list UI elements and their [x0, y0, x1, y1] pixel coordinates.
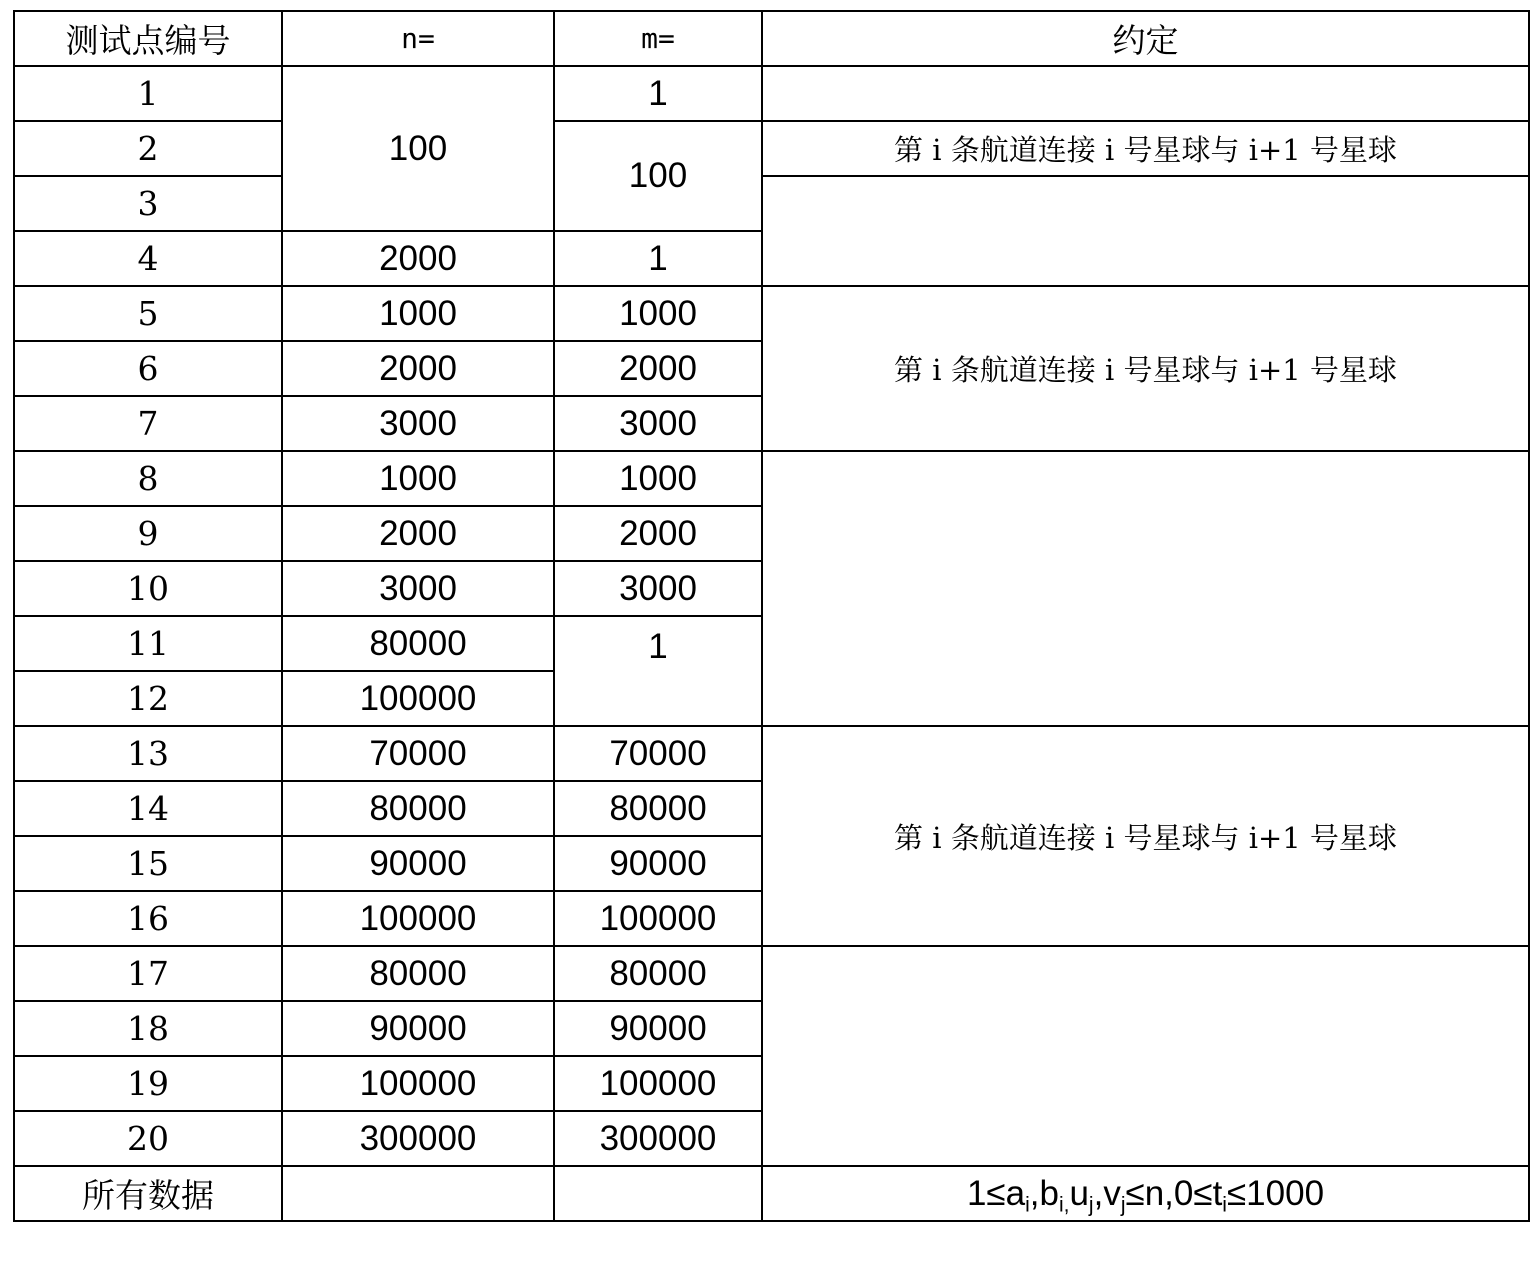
convention-cell: 第 i 条航道连接 i 号星球与 i+1 号星球	[762, 286, 1529, 451]
test-data-table	[13, 10, 1530, 1222]
m-cell: 90000	[554, 1001, 762, 1056]
header-m: m=	[554, 11, 762, 66]
n-cell: 100000	[282, 671, 554, 726]
convention-cell-empty	[762, 66, 1529, 121]
convention-cell-empty	[762, 451, 1529, 726]
m-cell: 3000	[554, 396, 762, 451]
m-cell: 2000	[554, 341, 762, 396]
n-cell: 80000	[282, 781, 554, 836]
table-row	[14, 946, 1529, 1001]
test-id-cell: 9	[14, 506, 282, 561]
m-cell: 1000	[554, 451, 762, 506]
test-id-cell: 6	[14, 341, 282, 396]
n-cell: 100	[282, 66, 554, 231]
table-row	[14, 451, 1529, 506]
convention-cell-empty	[762, 176, 1529, 286]
m-cell: 80000	[554, 946, 762, 1001]
test-id-cell: 13	[14, 726, 282, 781]
global-constraint: $1\le a_i,b_{i,}u_j,v_j\le n,0\le t_i\le 1000$	[762, 1166, 1529, 1221]
m-cell: 70000	[554, 726, 762, 781]
table-row	[14, 66, 1529, 121]
all-data-label: 所有数据	[14, 1166, 282, 1221]
n-cell: 90000	[282, 836, 554, 891]
convention-cell: 第 i 条航道连接 i 号星球与 i+1 号星球	[762, 121, 1529, 176]
convention-cell-empty	[762, 946, 1529, 1166]
test-id-cell: 2	[14, 121, 282, 176]
n-cell: 80000	[282, 946, 554, 1001]
m-cell: 1	[554, 231, 762, 286]
test-id-cell: 1	[14, 66, 282, 121]
test-id-cell: 17	[14, 946, 282, 1001]
test-id-cell: 11	[14, 616, 282, 671]
header-convention: 约定	[762, 11, 1529, 66]
n-cell: 300000	[282, 1111, 554, 1166]
m-cell: 1000	[554, 286, 762, 341]
m-cell: 100000	[554, 1056, 762, 1111]
test-id-cell: 16	[14, 891, 282, 946]
test-id-cell: 5	[14, 286, 282, 341]
test-id-cell: 19	[14, 1056, 282, 1111]
header-n: n=	[282, 11, 554, 66]
n-cell: 100000	[282, 891, 554, 946]
n-cell: 70000	[282, 726, 554, 781]
test-id-cell: 3	[14, 176, 282, 231]
header-row	[14, 11, 1529, 66]
n-cell: 2000	[282, 506, 554, 561]
footer-n-empty	[282, 1166, 554, 1221]
m-cell: 1	[554, 66, 762, 121]
m-cell: 80000	[554, 781, 762, 836]
m-cell: 3000	[554, 561, 762, 616]
n-cell: 90000	[282, 1001, 554, 1056]
test-id-cell: 15	[14, 836, 282, 891]
test-id-cell: 18	[14, 1001, 282, 1056]
table-row	[14, 121, 1529, 176]
test-id-cell: 4	[14, 231, 282, 286]
m-cell: 100000	[554, 891, 762, 946]
test-id-cell: 12	[14, 671, 282, 726]
header-test-id: 测试点编号	[14, 11, 282, 66]
footer-row	[14, 1166, 1529, 1221]
test-id-cell: 8	[14, 451, 282, 506]
test-id-cell: 14	[14, 781, 282, 836]
m-cell: 300000	[554, 1111, 762, 1166]
n-cell: 3000	[282, 561, 554, 616]
n-cell: 1000	[282, 451, 554, 506]
m-cell: 100	[554, 121, 762, 231]
m-cell: 1	[554, 616, 762, 726]
test-id-cell: 7	[14, 396, 282, 451]
m-cell: 2000	[554, 506, 762, 561]
test-id-cell: 10	[14, 561, 282, 616]
table-row	[14, 176, 1529, 231]
table-row	[14, 726, 1529, 781]
n-cell: 3000	[282, 396, 554, 451]
n-cell: 2000	[282, 341, 554, 396]
n-cell: 2000	[282, 231, 554, 286]
table-row	[14, 286, 1529, 341]
footer-m-empty	[554, 1166, 762, 1221]
n-cell: 1000	[282, 286, 554, 341]
test-id-cell: 20	[14, 1111, 282, 1166]
convention-cell: 第 i 条航道连接 i 号星球与 i+1 号星球	[762, 726, 1529, 946]
n-cell: 100000	[282, 1056, 554, 1111]
n-cell: 80000	[282, 616, 554, 671]
m-cell: 90000	[554, 836, 762, 891]
